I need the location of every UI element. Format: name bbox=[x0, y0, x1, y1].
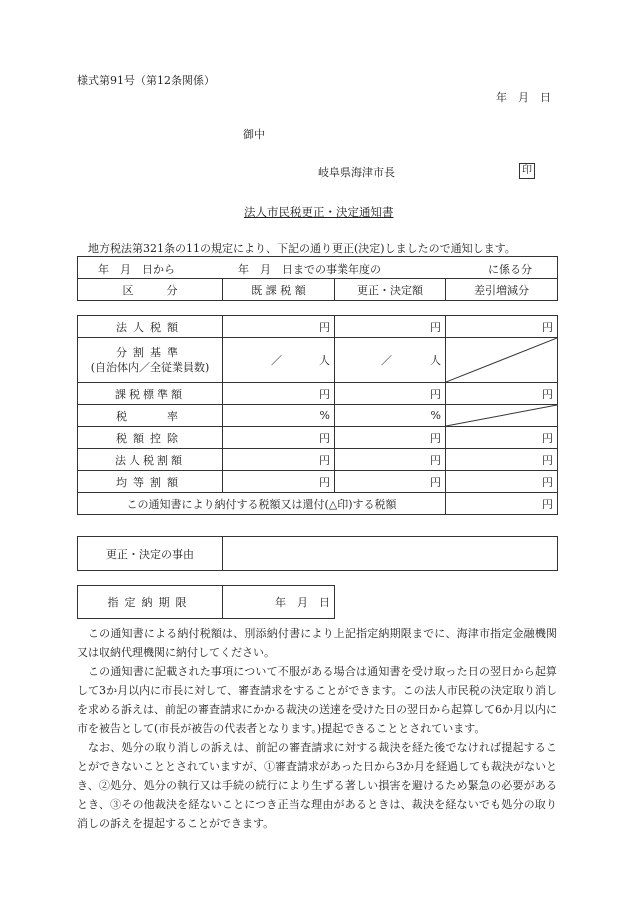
cell-existing: 円 bbox=[223, 427, 335, 449]
addressee-suffix: 御中 bbox=[243, 128, 265, 141]
cell-existing: 円 bbox=[223, 316, 335, 338]
row-label-line2: (自治体内／全従業員数) bbox=[90, 361, 210, 374]
cell-difference-crossed bbox=[446, 338, 558, 383]
cell-existing: 円 bbox=[223, 471, 335, 493]
ratio-unit: 人 bbox=[430, 354, 441, 367]
cell-difference: 円 bbox=[446, 427, 558, 449]
row-label bbox=[78, 338, 223, 383]
cell-existing bbox=[223, 338, 335, 383]
cell-revised: 円 bbox=[335, 427, 446, 449]
row-label: 均等割額 bbox=[78, 471, 223, 493]
deadline-table bbox=[77, 585, 335, 619]
table-row bbox=[78, 427, 558, 449]
notice-paragraphs bbox=[77, 624, 557, 833]
period-from: 年 月 日から bbox=[98, 263, 175, 276]
cell-difference: 円 bbox=[446, 316, 558, 338]
row-label: 法人税割額 bbox=[78, 449, 223, 471]
table-row bbox=[78, 316, 558, 338]
header-existing: 既 課 税 額 bbox=[223, 279, 335, 301]
period-suffix: に係る分 bbox=[488, 263, 532, 276]
row-label: 課税標準額 bbox=[78, 383, 223, 405]
table-row-total bbox=[78, 493, 558, 515]
reason-label: 更正・決定の事由 bbox=[78, 537, 223, 571]
cell-revised: 円 bbox=[335, 383, 446, 405]
diagonal-line bbox=[446, 338, 557, 382]
intro-text: 地方税法第321条の11の規定により、下記の通り更正(決定)しましたので通知します。 bbox=[88, 242, 516, 255]
cell-revised bbox=[335, 338, 446, 383]
total-unit: 円 bbox=[446, 493, 558, 515]
ratio-slash: ／ bbox=[381, 354, 392, 367]
header-revised: 更正・決定額 bbox=[335, 279, 446, 301]
period-header-table bbox=[77, 256, 558, 301]
table-row bbox=[78, 405, 558, 427]
cell-existing: 円 bbox=[223, 449, 335, 471]
row-label: 税額控除 bbox=[78, 427, 223, 449]
period-row bbox=[78, 257, 558, 279]
cell-revised: % bbox=[335, 405, 446, 427]
cell-existing: % bbox=[223, 405, 335, 427]
issuer: 岐阜県海津市長 bbox=[318, 166, 395, 179]
table-row bbox=[78, 471, 558, 493]
cell-revised: 円 bbox=[335, 471, 446, 493]
date-line: 年 月 日 bbox=[496, 91, 551, 104]
cell-difference: 円 bbox=[446, 383, 558, 405]
cell-difference-crossed bbox=[446, 405, 558, 427]
ratio-unit: 人 bbox=[319, 354, 330, 367]
diagonal-line bbox=[446, 405, 557, 426]
table-row bbox=[78, 449, 558, 471]
cell-difference: 円 bbox=[446, 449, 558, 471]
cell-revised: 円 bbox=[335, 316, 446, 338]
form-number: 様式第91号（第12条関係） bbox=[77, 74, 215, 87]
row-label: 法人税額 bbox=[78, 316, 223, 338]
ratio-slash: ／ bbox=[271, 354, 282, 367]
row-label-line1: 分割基準 bbox=[116, 346, 184, 359]
table-row bbox=[78, 338, 558, 383]
deadline-date: 年 月 日 bbox=[223, 586, 335, 619]
notice-paragraph-appeal: この通知書に記載された事項について不服がある場合は通知書を受け取った日の翌日から起算して3か月以内に市長に対して、審査請求をすることができます。この法人市民税の決定取り消しを求める訴えは、前記の審査請求にかかる裁決の送達を受けた日の翌日から起算して6か月以内に市を被告として(市長が被告の代表者となります。)提起できることとされています。 bbox=[77, 665, 557, 735]
notice-paragraph-lawsuit: なお、処分の取り消しの訴えは、前記の審査請求に対する裁決を経た後でなければ提起することができないこととされていますが、①審査請求があった日から3か月を経過しても裁決がないとき、②処分、処分の執行又は手続の続行により生ずる著しい損害を避けるため緊急の必要があるとき、③その他裁決を経ないことにつき正当な理由があるときは、裁決を経ないでも処分の取り消しの訴えを提起することができます。 bbox=[77, 741, 557, 830]
tax-table bbox=[77, 315, 558, 515]
header-difference: 差引増減分 bbox=[446, 279, 558, 301]
seal-mark: 印 bbox=[519, 163, 535, 179]
notice-paragraph-payment: この通知書による納付税額は、別添納付書により上記指定納期限までに、海津市指定金融機関又は収納代理機関に納付してください。 bbox=[77, 627, 557, 659]
table-row bbox=[78, 383, 558, 405]
total-label: この通知書により納付する税額又は還付(△印)する税額 bbox=[78, 493, 446, 515]
header-category: 区 分 bbox=[78, 279, 223, 301]
period-to: 年 月 日までの事業年度の bbox=[238, 263, 381, 276]
document-title: 法人市民税更正・決定通知書 bbox=[244, 205, 394, 219]
reason-value bbox=[223, 537, 558, 571]
cell-revised: 円 bbox=[335, 449, 446, 471]
deadline-label: 指定納期限 bbox=[78, 586, 223, 619]
cell-existing: 円 bbox=[223, 383, 335, 405]
cell-difference: 円 bbox=[446, 471, 558, 493]
reason-table bbox=[77, 536, 558, 571]
row-label: 税 率 bbox=[78, 405, 223, 427]
